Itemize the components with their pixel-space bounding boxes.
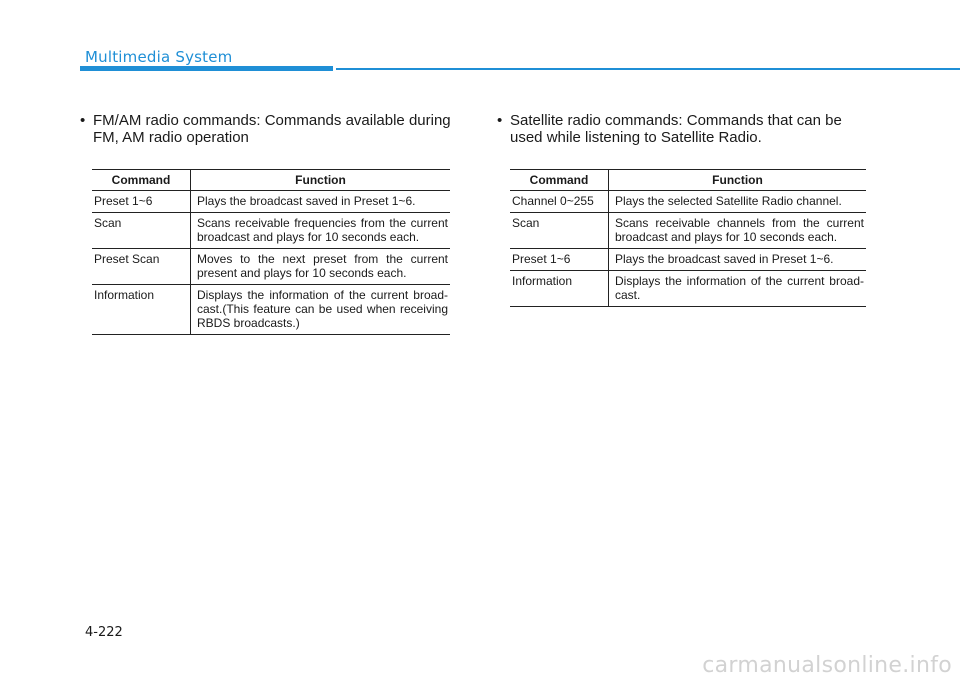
satellite-intro (497, 112, 877, 146)
column-header-command: Command (510, 170, 609, 191)
bullet-icon: • (80, 112, 86, 129)
fm-am-command-table (92, 169, 450, 335)
command-cell: Preset 1~6 (92, 191, 191, 213)
function-cell: Displays the information of the current broad-cast.(This feature can be used when receiving RBDS broadcasts.) (191, 285, 451, 335)
fm-am-intro-line2: FM, AM radio operation (93, 129, 249, 146)
section-title: Multimedia System (85, 48, 233, 66)
bullet-icon: • (497, 112, 503, 129)
table-row (92, 191, 450, 213)
watermark: carmanualsonline.info (702, 653, 952, 678)
command-cell: Information (92, 285, 191, 335)
command-cell: Preset Scan (92, 249, 191, 285)
fm-am-intro-line1: FM/AM radio commands: Commands available during (93, 112, 451, 129)
command-cell: Preset 1~6 (510, 249, 609, 271)
function-cell: Plays the selected Satellite Radio channel. (609, 191, 867, 213)
function-cell: Scans receivable frequencies from the current broadcast and plays for 10 seconds each. (191, 213, 451, 249)
column-header-command: Command (92, 170, 191, 191)
table-row (92, 285, 450, 335)
satellite-intro-line2: used while listening to Satellite Radio. (510, 129, 762, 146)
table-header-row (92, 170, 450, 191)
header-rule-thin (336, 68, 960, 70)
command-cell: Channel 0~255 (510, 191, 609, 213)
function-cell: Moves to the next preset from the current present and plays for 10 seconds each. (191, 249, 451, 285)
table-row (510, 271, 866, 307)
table-row (510, 249, 866, 271)
command-cell: Scan (510, 213, 609, 249)
table-row (92, 213, 450, 249)
satellite-command-table (510, 169, 866, 307)
table-row (510, 213, 866, 249)
fm-am-intro (80, 112, 460, 146)
table-header-row (510, 170, 866, 191)
table-row (510, 191, 866, 213)
function-cell: Plays the broadcast saved in Preset 1~6. (609, 249, 867, 271)
page-number: 4-222 (85, 625, 123, 640)
function-cell: Scans receivable channels from the current broadcast and plays for 10 seconds each. (609, 213, 867, 249)
command-cell: Scan (92, 213, 191, 249)
satellite-intro-line1: Satellite radio commands: Commands that can be (510, 112, 842, 129)
column-header-function: Function (191, 170, 451, 191)
table-row (92, 249, 450, 285)
function-cell: Plays the broadcast saved in Preset 1~6. (191, 191, 451, 213)
function-cell: Displays the information of the current broad-cast. (609, 271, 867, 307)
command-cell: Information (510, 271, 609, 307)
header-rule-thick (80, 66, 333, 71)
column-header-function: Function (609, 170, 867, 191)
